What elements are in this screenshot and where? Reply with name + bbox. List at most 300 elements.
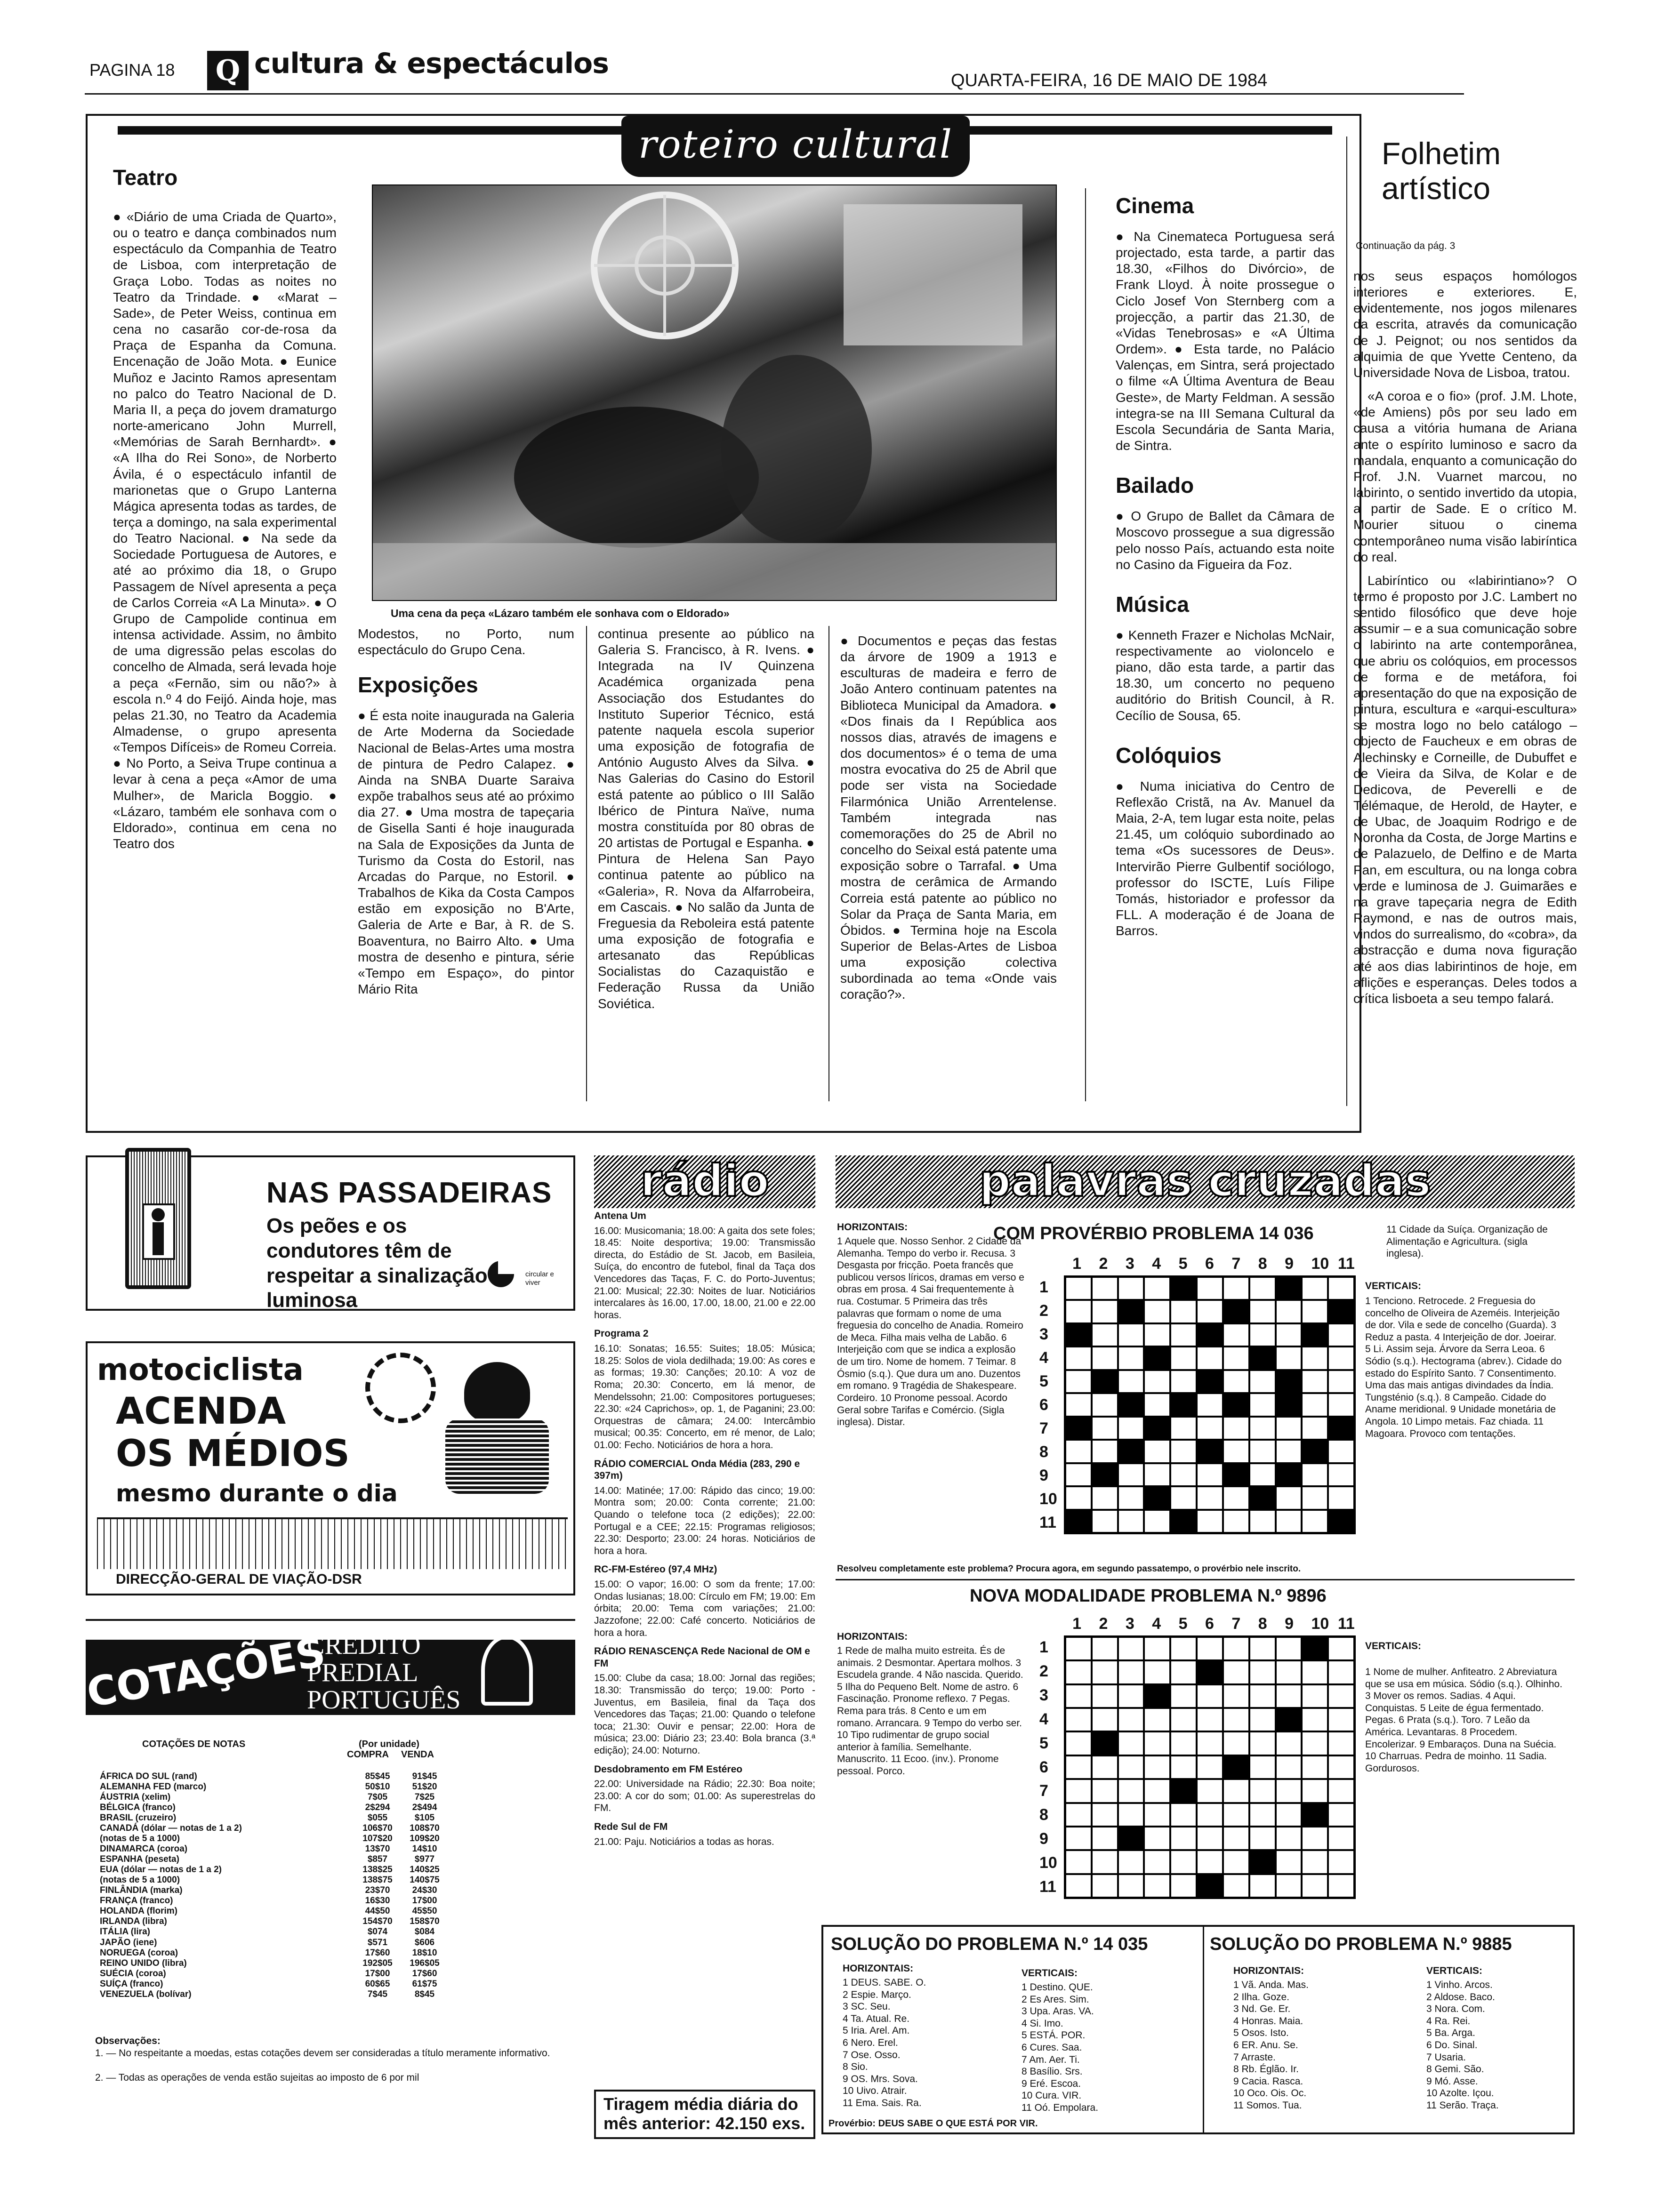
- grid-cell[interactable]: [1144, 1660, 1170, 1684]
- grid-cell[interactable]: [1302, 1827, 1328, 1850]
- grid-cell[interactable]: [1223, 1300, 1249, 1323]
- grid-cell[interactable]: [1118, 1827, 1144, 1850]
- grid-cell[interactable]: [1118, 1346, 1144, 1370]
- grid-cell[interactable]: [1328, 1827, 1354, 1850]
- grid-cell[interactable]: [1223, 1755, 1249, 1779]
- grid-cell[interactable]: [1249, 1779, 1276, 1803]
- grid-cell[interactable]: [1302, 1440, 1328, 1463]
- grid-cell[interactable]: [1276, 1370, 1302, 1393]
- p1-verticais-label: VERTICAIS:: [1365, 1281, 1422, 1291]
- grid-cell[interactable]: [1065, 1684, 1092, 1708]
- solution-line: 11 Oó. Empolara.: [1022, 2102, 1099, 2114]
- column-number: 3: [1125, 1255, 1134, 1273]
- grid-cell[interactable]: [1170, 1486, 1197, 1509]
- grid-cell[interactable]: [1118, 1510, 1144, 1533]
- grid-cell[interactable]: [1118, 1440, 1144, 1463]
- grid-cell[interactable]: [1249, 1277, 1276, 1300]
- grid-cell[interactable]: [1249, 1637, 1276, 1660]
- grid-cell[interactable]: [1302, 1510, 1328, 1533]
- grid-cell[interactable]: [1249, 1684, 1276, 1708]
- grid-cell[interactable]: [1170, 1779, 1197, 1803]
- grid-cell[interactable]: [1118, 1300, 1144, 1323]
- grid-cell[interactable]: [1302, 1300, 1328, 1323]
- row-number: 11: [1039, 1878, 1056, 1896]
- grid-cell[interactable]: [1276, 1486, 1302, 1509]
- grid-cell[interactable]: [1170, 1803, 1197, 1827]
- header-rule: [85, 93, 1464, 95]
- grid-cell[interactable]: [1223, 1731, 1249, 1755]
- grid-cell[interactable]: [1144, 1510, 1170, 1533]
- grid-cell[interactable]: [1223, 1346, 1249, 1370]
- grid-cell[interactable]: [1118, 1755, 1144, 1779]
- grid-cell[interactable]: [1170, 1463, 1197, 1486]
- grid-cell[interactable]: [1223, 1393, 1249, 1416]
- column-number: 5: [1178, 1255, 1188, 1273]
- grid-cell[interactable]: [1092, 1370, 1118, 1393]
- grid-cell[interactable]: [1197, 1660, 1223, 1684]
- grid-cell[interactable]: [1144, 1463, 1170, 1486]
- currency-name: BRASIL (cruzeiro): [100, 1813, 177, 1823]
- grid-cell[interactable]: [1092, 1660, 1118, 1684]
- grid-cell[interactable]: [1170, 1637, 1197, 1660]
- grid-cell[interactable]: [1197, 1827, 1223, 1850]
- grid-cell[interactable]: [1118, 1417, 1144, 1440]
- grid-cell[interactable]: [1144, 1440, 1170, 1463]
- cotacao-row: [100, 1823, 448, 1834]
- grid-cell[interactable]: [1223, 1850, 1249, 1874]
- grid-cell[interactable]: [1092, 1684, 1118, 1708]
- grid-cell[interactable]: [1249, 1731, 1276, 1755]
- p1-h11: 11 Cidade da Suíça. Organização de Alimentação e Agricultura. (sigla inglesa).: [1386, 1224, 1548, 1259]
- cotacao-row: [100, 1927, 448, 1937]
- grid-cell[interactable]: [1065, 1755, 1092, 1779]
- grid-cell[interactable]: [1118, 1731, 1144, 1755]
- grid-cell[interactable]: [1170, 1827, 1197, 1850]
- grid-cell[interactable]: [1170, 1370, 1197, 1393]
- grid-cell[interactable]: [1065, 1779, 1092, 1803]
- grid-cell[interactable]: [1065, 1463, 1092, 1486]
- solution-line: 10 Oco. Ois. Oc.: [1233, 2088, 1307, 2099]
- grid-cell[interactable]: [1223, 1684, 1249, 1708]
- grid-cell[interactable]: [1249, 1393, 1276, 1416]
- grid-cell[interactable]: [1144, 1874, 1170, 1898]
- grid-cell[interactable]: [1118, 1637, 1144, 1660]
- sol1-title: SOLUÇÃO DO PROBLEMA N.º 14 035: [831, 1934, 1148, 1954]
- buy-rate: 138$25: [362, 1865, 393, 1875]
- grid-cell[interactable]: [1328, 1277, 1354, 1300]
- grid-cell[interactable]: [1276, 1463, 1302, 1486]
- grid-cell[interactable]: [1223, 1323, 1249, 1346]
- p1-footer: Resolveu completamente este problema? Procura agora, em segundo passatempo, o provérbio nele inscrito.: [837, 1564, 1301, 1574]
- grid-cell[interactable]: [1223, 1660, 1249, 1684]
- motociclista-ad: [86, 1341, 575, 1595]
- grid-cell[interactable]: [1065, 1370, 1092, 1393]
- grid-cell[interactable]: [1197, 1779, 1223, 1803]
- grid-cell[interactable]: [1118, 1708, 1144, 1731]
- sell-rate: 8$45: [414, 1989, 435, 1999]
- grid-cell[interactable]: [1118, 1370, 1144, 1393]
- grid-cell[interactable]: [1302, 1323, 1328, 1346]
- grid-cell[interactable]: [1276, 1417, 1302, 1440]
- grid-cell[interactable]: [1197, 1850, 1223, 1874]
- grid-cell[interactable]: [1328, 1463, 1354, 1486]
- column-number: 9: [1285, 1615, 1294, 1633]
- grid-cell[interactable]: [1118, 1850, 1144, 1874]
- grid-cell[interactable]: [1144, 1779, 1170, 1803]
- grid-cell[interactable]: [1144, 1755, 1170, 1779]
- grid-cell[interactable]: [1328, 1803, 1354, 1827]
- grid-cell[interactable]: [1249, 1850, 1276, 1874]
- row-number: 8: [1039, 1443, 1048, 1461]
- buy-rate: 23$70: [365, 1885, 390, 1896]
- grid-cell[interactable]: [1144, 1803, 1170, 1827]
- grid-cell[interactable]: [1118, 1393, 1144, 1416]
- grid-cell[interactable]: [1223, 1708, 1249, 1731]
- grid-cell[interactable]: [1170, 1323, 1197, 1346]
- grid-cell[interactable]: [1170, 1684, 1197, 1708]
- grid-cell[interactable]: [1092, 1323, 1118, 1346]
- grid-cell[interactable]: [1118, 1463, 1144, 1486]
- grid-cell[interactable]: [1302, 1370, 1328, 1393]
- grid-cell[interactable]: [1302, 1708, 1328, 1731]
- grid-cell[interactable]: [1249, 1323, 1276, 1346]
- bailado-text: ● O Grupo de Ballet da Câmara de Moscovo prossegue a sua digressão pelo nosso País, actuando esta noite no Casino da Figueira da Foz.: [1116, 509, 1335, 572]
- grid-cell[interactable]: [1249, 1660, 1276, 1684]
- grid-cell[interactable]: [1170, 1755, 1197, 1779]
- buy-rate: 85$45: [365, 1771, 390, 1781]
- solution-line: 6 Do. Sinal.: [1426, 2040, 1478, 2051]
- grid-cell[interactable]: [1144, 1708, 1170, 1731]
- grid-cell[interactable]: [1328, 1440, 1354, 1463]
- buy-rate: 60$65: [365, 1979, 390, 1989]
- grid-cell[interactable]: [1249, 1463, 1276, 1486]
- column-number: 11: [1337, 1255, 1355, 1273]
- grid-cell[interactable]: [1223, 1463, 1249, 1486]
- grid-cell[interactable]: [1197, 1370, 1223, 1393]
- grid-cell[interactable]: [1223, 1637, 1249, 1660]
- grid-cell[interactable]: [1092, 1850, 1118, 1874]
- grid-cell[interactable]: [1092, 1486, 1118, 1509]
- grid-cell[interactable]: [1328, 1731, 1354, 1755]
- grid-cell[interactable]: [1118, 1486, 1144, 1509]
- grid-cell[interactable]: [1197, 1300, 1223, 1323]
- grid-cell[interactable]: [1223, 1277, 1249, 1300]
- grid-cell[interactable]: [1170, 1393, 1197, 1416]
- grid-cell[interactable]: [1118, 1660, 1144, 1684]
- grid-cell[interactable]: [1223, 1803, 1249, 1827]
- grid-cell[interactable]: [1092, 1417, 1118, 1440]
- grid-cell[interactable]: [1302, 1417, 1328, 1440]
- grid-cell[interactable]: [1302, 1277, 1328, 1300]
- grid-cell[interactable]: [1144, 1486, 1170, 1509]
- grid-cell[interactable]: [1065, 1440, 1092, 1463]
- grid-cell[interactable]: [1144, 1277, 1170, 1300]
- grid-cell[interactable]: [1276, 1708, 1302, 1731]
- radio-s4-text: 15.00: O vapor; 16.00: O som da frente; 17.00: Ondas lusianas; 18.00: Círculo em FM; 19.00: Em órbita; 20.00: Tema com variações; 21.00: Jazzofone; 22.00: Café concerto. Noticiários de hora a hora.: [594, 1579, 815, 1638]
- grid-cell[interactable]: [1170, 1510, 1197, 1533]
- grid-cell[interactable]: [1197, 1708, 1223, 1731]
- solution-line: 8 Sio.: [843, 2061, 868, 2073]
- cars-illustration-icon: [97, 1517, 568, 1569]
- grid-cell[interactable]: [1276, 1440, 1302, 1463]
- teatro-heading: Teatro: [113, 165, 178, 190]
- grid-cell[interactable]: [1302, 1779, 1328, 1803]
- grid-cell[interactable]: [1170, 1417, 1197, 1440]
- grid-cell[interactable]: [1249, 1370, 1276, 1393]
- col-divider-3: [1085, 188, 1086, 1101]
- p2-horizontais: 1 Rede de malha muito estreita. És de animais. 2 Desmontar. Apertara molhos. 3 Escudela grande. 4 Não nascida. Querido. 5 Ilha do Pequeno Belt. Nome de astro. 6 Fascinação. Pronome reflexo. 7 Pegas. Rema para trás. 8 Cento e um em romano. Arrancara. 9 Tempo do verbo ser. 10 Tipo rudimentar de grupo social anterior à família. Semelhante. Manuscrito. 11 Ecoo. (inv.). Pronome pessoal. Porco.: [837, 1645, 1023, 1777]
- grid-cell[interactable]: [1065, 1510, 1092, 1533]
- grid-cell[interactable]: [1276, 1850, 1302, 1874]
- grid-cell[interactable]: [1170, 1660, 1197, 1684]
- grid-cell[interactable]: [1144, 1323, 1170, 1346]
- grid-cell[interactable]: [1302, 1684, 1328, 1708]
- grid-cell[interactable]: [1065, 1277, 1092, 1300]
- grid-cell[interactable]: [1328, 1874, 1354, 1898]
- grid-cell[interactable]: [1170, 1277, 1197, 1300]
- grid-cell[interactable]: [1065, 1803, 1092, 1827]
- currency-name: (notas de 5 a 1000): [100, 1875, 180, 1885]
- grid-cell[interactable]: [1144, 1827, 1170, 1850]
- grid-cell[interactable]: [1144, 1346, 1170, 1370]
- grid-cell[interactable]: [1144, 1637, 1170, 1660]
- grid-cell[interactable]: [1302, 1393, 1328, 1416]
- grid-cell[interactable]: [1276, 1510, 1302, 1533]
- grid-cell[interactable]: [1223, 1779, 1249, 1803]
- grid-cell[interactable]: [1170, 1440, 1197, 1463]
- grid-cell[interactable]: [1223, 1510, 1249, 1533]
- grid-cell[interactable]: [1328, 1346, 1354, 1370]
- grid-cell[interactable]: [1197, 1440, 1223, 1463]
- grid-cell[interactable]: [1328, 1300, 1354, 1323]
- buy-rate: 7$05: [367, 1792, 388, 1803]
- grid-cell[interactable]: [1065, 1637, 1092, 1660]
- grid-cell[interactable]: [1276, 1393, 1302, 1416]
- grid-cell[interactable]: [1302, 1874, 1328, 1898]
- grid-cell[interactable]: [1328, 1637, 1354, 1660]
- grid-cell[interactable]: [1065, 1660, 1092, 1684]
- grid-cell[interactable]: [1065, 1486, 1092, 1509]
- grid-cell[interactable]: [1276, 1346, 1302, 1370]
- grid-cell[interactable]: [1223, 1486, 1249, 1509]
- grid-cell[interactable]: [1302, 1346, 1328, 1370]
- grid-cell[interactable]: [1328, 1755, 1354, 1779]
- radio-listings: [594, 1210, 815, 2062]
- grid-cell[interactable]: [1092, 1731, 1118, 1755]
- row-number: 10: [1039, 1854, 1057, 1872]
- cotacao-row: [100, 1938, 448, 1948]
- grid-cell[interactable]: [1092, 1779, 1118, 1803]
- column-number: 7: [1231, 1615, 1241, 1633]
- radio-column: [594, 1155, 818, 2139]
- grid-cell[interactable]: [1302, 1850, 1328, 1874]
- grid-cell[interactable]: [1249, 1300, 1276, 1323]
- grid-cell[interactable]: [1302, 1755, 1328, 1779]
- grid-cell[interactable]: [1328, 1708, 1354, 1731]
- grid-cell[interactable]: [1092, 1803, 1118, 1827]
- cinema-column: [1116, 188, 1335, 1106]
- grid-cell[interactable]: [1328, 1779, 1354, 1803]
- grid-cell[interactable]: [1092, 1300, 1118, 1323]
- bank-name-1: CRÉDITO: [307, 1631, 421, 1660]
- solution-line: 8 Basílio. Srs.: [1022, 2066, 1083, 2077]
- musica-heading: Música: [1116, 592, 1189, 617]
- grid-cell[interactable]: [1223, 1827, 1249, 1850]
- grid-cell[interactable]: [1092, 1393, 1118, 1416]
- grid-cell[interactable]: [1276, 1300, 1302, 1323]
- solution-line: 10 Azolte. Içou.: [1426, 2088, 1494, 2099]
- grid-cell[interactable]: [1276, 1779, 1302, 1803]
- grid-cell[interactable]: [1328, 1323, 1354, 1346]
- grid-cell[interactable]: [1197, 1731, 1223, 1755]
- grid-cell[interactable]: [1118, 1779, 1144, 1803]
- grid-cell[interactable]: [1328, 1370, 1354, 1393]
- grid-cell[interactable]: [1328, 1486, 1354, 1509]
- grid-cell[interactable]: [1223, 1440, 1249, 1463]
- grid-cell[interactable]: [1197, 1637, 1223, 1660]
- grid-cell[interactable]: [1302, 1660, 1328, 1684]
- grid-cell[interactable]: [1065, 1323, 1092, 1346]
- grid-cell[interactable]: [1197, 1510, 1223, 1533]
- bank-logo-icon: [481, 1635, 533, 1706]
- grid-cell[interactable]: [1276, 1277, 1302, 1300]
- grid-cell[interactable]: [1092, 1708, 1118, 1731]
- grid-cell[interactable]: [1144, 1731, 1170, 1755]
- grid-cell[interactable]: [1276, 1637, 1302, 1660]
- grid-cell[interactable]: [1328, 1684, 1354, 1708]
- grid-cell[interactable]: [1065, 1874, 1092, 1898]
- grid-cell[interactable]: [1302, 1731, 1328, 1755]
- grid-cell[interactable]: [1170, 1300, 1197, 1323]
- grid-cell[interactable]: [1144, 1300, 1170, 1323]
- grid-cell[interactable]: [1302, 1463, 1328, 1486]
- solution-line: 9 Mó. Asse.: [1426, 2076, 1478, 2087]
- grid-cell[interactable]: [1065, 1346, 1092, 1370]
- grid-cell[interactable]: [1328, 1393, 1354, 1416]
- grid-cell[interactable]: [1170, 1346, 1197, 1370]
- grid-cell[interactable]: [1249, 1827, 1276, 1850]
- grid-cell[interactable]: [1328, 1417, 1354, 1440]
- grid-cell[interactable]: [1092, 1827, 1118, 1850]
- buy-rate: 2$294: [365, 1803, 390, 1813]
- grid-cell[interactable]: [1170, 1731, 1197, 1755]
- grid-cell[interactable]: [1223, 1417, 1249, 1440]
- grid-cell[interactable]: [1197, 1463, 1223, 1486]
- grid-cell[interactable]: [1276, 1803, 1302, 1827]
- grid-cell[interactable]: [1065, 1827, 1092, 1850]
- grid-cell[interactable]: [1223, 1370, 1249, 1393]
- grid-cell[interactable]: [1276, 1323, 1302, 1346]
- grid-cell[interactable]: [1144, 1417, 1170, 1440]
- grid-cell[interactable]: [1276, 1874, 1302, 1898]
- grid-cell[interactable]: [1092, 1874, 1118, 1898]
- grid-cell[interactable]: [1328, 1510, 1354, 1533]
- grid-cell[interactable]: [1092, 1440, 1118, 1463]
- grid-cell[interactable]: [1328, 1660, 1354, 1684]
- row-number: 7: [1039, 1419, 1048, 1437]
- grid-cell[interactable]: [1249, 1440, 1276, 1463]
- grid-cell[interactable]: [1144, 1393, 1170, 1416]
- grid-cell[interactable]: [1223, 1874, 1249, 1898]
- grid-cell[interactable]: [1249, 1510, 1276, 1533]
- grid-cell[interactable]: [1197, 1393, 1223, 1416]
- grid-cell[interactable]: [1118, 1684, 1144, 1708]
- grid-cell[interactable]: [1170, 1874, 1197, 1898]
- grid-cell[interactable]: [1118, 1277, 1144, 1300]
- grid-cell[interactable]: [1197, 1755, 1223, 1779]
- grid-cell[interactable]: [1197, 1323, 1223, 1346]
- solution-line: 4 Ta. Atual. Re.: [843, 2013, 910, 2024]
- grid-cell[interactable]: [1118, 1803, 1144, 1827]
- grid-cell[interactable]: [1302, 1637, 1328, 1660]
- grid-cell[interactable]: [1065, 1731, 1092, 1755]
- grid-cell[interactable]: [1249, 1755, 1276, 1779]
- p2-heading: NOVA MODALIDADE PROBLEMA N.º 9896: [970, 1586, 1327, 1606]
- solution-line: 5 Ba. Arga.: [1426, 2028, 1475, 2039]
- grid-cell[interactable]: [1092, 1637, 1118, 1660]
- grid-cell[interactable]: [1144, 1684, 1170, 1708]
- grid-cell[interactable]: [1197, 1277, 1223, 1300]
- folhetim-body: [1353, 268, 1577, 1106]
- sol1-h-label: HORIZONTAIS:: [843, 1963, 914, 1974]
- grid-cell[interactable]: [1118, 1323, 1144, 1346]
- grid-cell[interactable]: [1249, 1346, 1276, 1370]
- grid-cell[interactable]: [1065, 1300, 1092, 1323]
- grid-cell[interactable]: [1197, 1346, 1223, 1370]
- grid-cell[interactable]: [1092, 1510, 1118, 1533]
- grid-cell[interactable]: [1249, 1708, 1276, 1731]
- grid-cell[interactable]: [1249, 1417, 1276, 1440]
- grid-cell[interactable]: [1144, 1370, 1170, 1393]
- grid-cell[interactable]: [1065, 1393, 1092, 1416]
- grid-cell[interactable]: [1249, 1803, 1276, 1827]
- grid-cell[interactable]: [1065, 1417, 1092, 1440]
- solution-line: 9 Cacia. Rasca.: [1233, 2076, 1303, 2087]
- grid-cell[interactable]: [1276, 1731, 1302, 1755]
- grid-cell[interactable]: [1302, 1486, 1328, 1509]
- grid-cell[interactable]: [1092, 1277, 1118, 1300]
- grid-cell[interactable]: [1197, 1486, 1223, 1509]
- tiragem-text: Tiragem média diária do mês anterior: 42.150 exs.: [603, 2094, 805, 2133]
- grid-cell[interactable]: [1144, 1850, 1170, 1874]
- grid-cell[interactable]: [1092, 1463, 1118, 1486]
- grid-cell[interactable]: [1118, 1874, 1144, 1898]
- cotacao-row: [100, 1782, 448, 1792]
- grid-cell[interactable]: [1276, 1660, 1302, 1684]
- currency-name: CANADÁ (dólar — notas de 1 a 2): [100, 1823, 242, 1834]
- grid-cell[interactable]: [1276, 1684, 1302, 1708]
- grid-cell[interactable]: [1276, 1755, 1302, 1779]
- solution-line: 9 OS. Mrs. Sova.: [843, 2073, 918, 2084]
- grid-cell[interactable]: [1197, 1684, 1223, 1708]
- grid-cell[interactable]: [1249, 1874, 1276, 1898]
- grid-cell[interactable]: [1197, 1803, 1223, 1827]
- grid-cell[interactable]: [1302, 1803, 1328, 1827]
- photo-caption: Uma cena da peça «Lázaro também ele sonhava com o Eldorado»: [391, 607, 730, 619]
- grid-cell[interactable]: [1328, 1850, 1354, 1874]
- grid-cell[interactable]: [1197, 1417, 1223, 1440]
- grid-cell[interactable]: [1170, 1708, 1197, 1731]
- grid-cell[interactable]: [1170, 1850, 1197, 1874]
- traffic-light-icon: [125, 1148, 191, 1289]
- grid-cell[interactable]: [1092, 1755, 1118, 1779]
- grid-cell[interactable]: [1197, 1874, 1223, 1898]
- grid-cell[interactable]: [1249, 1486, 1276, 1509]
- grid-cell[interactable]: [1065, 1850, 1092, 1874]
- grid-cell[interactable]: [1065, 1708, 1092, 1731]
- grid-cell[interactable]: [1276, 1827, 1302, 1850]
- grid-cell[interactable]: [1092, 1346, 1118, 1370]
